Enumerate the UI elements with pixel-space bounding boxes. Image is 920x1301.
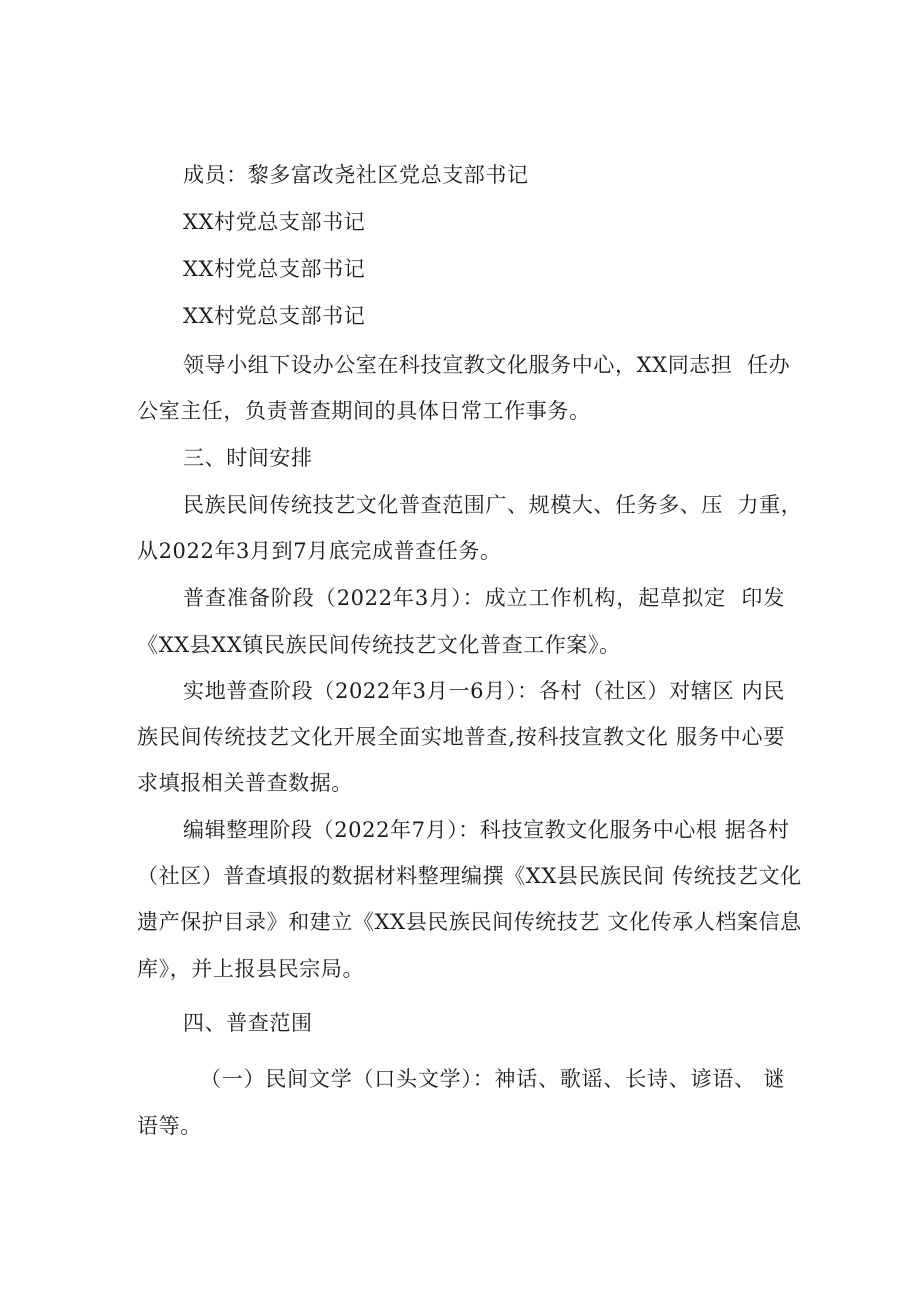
text-line: 语等。 xyxy=(137,1114,202,1138)
text-line: XX村党总支部书记 xyxy=(183,210,366,234)
text-line: 成员：黎多富改尧社区党总支部书记 xyxy=(183,163,529,187)
text-line: 实地普查阶段（2022年3月一6月）：各村（社区）对辖区 内民 xyxy=(183,679,785,703)
text-line: （社区）普查填报的数据材料整理编撰《XX县民族民间 传统技艺文化 xyxy=(137,864,802,888)
section-heading: 四、普查范围 xyxy=(183,1011,313,1035)
text-line: （一）民间文学（口头文学）：神话、歌谣、长诗、谚语、 谜 xyxy=(200,1067,785,1091)
text-line: 遗产保护目录》和建立《XX县民族民间传统技艺 文化传承人档案信息 xyxy=(137,910,802,934)
text-line: 《XX县XX镇民族民间传统技艺文化普查工作案》。 xyxy=(137,633,621,657)
section-heading: 三、时间安排 xyxy=(183,446,313,470)
text-line: 公室主任，负责普查期间的具体日常工作事务。 xyxy=(137,399,591,423)
text-line: 领导小组下设办公室在科技宣教文化服务中心，XX同志担 任办 xyxy=(183,353,791,377)
text-line: 求填报相关普查数据。 xyxy=(137,771,353,795)
text-line: XX村党总支部书记 xyxy=(183,304,366,328)
text-line: XX村党总支部书记 xyxy=(183,257,366,281)
text-line: 民族民间传统技艺文化普查范围广、规模大、任务多、压 力重， xyxy=(183,493,803,517)
text-line: 族民间传统技艺文化开展全面实地普查,按科技宣教文化 服务中心要 xyxy=(137,725,785,749)
text-line: 从2022年3月到7月底完成普查任务。 xyxy=(137,539,502,563)
text-line: 库》，并上报县民宗局。 xyxy=(137,957,365,981)
text-line: 编辑整理阶段（2022年7月）：科技宣教文化服务中心根 据各村 xyxy=(183,818,790,842)
text-line: 普查准备阶段（2022年3月）：成立工作机构，起草拟定 印发 xyxy=(183,586,785,610)
